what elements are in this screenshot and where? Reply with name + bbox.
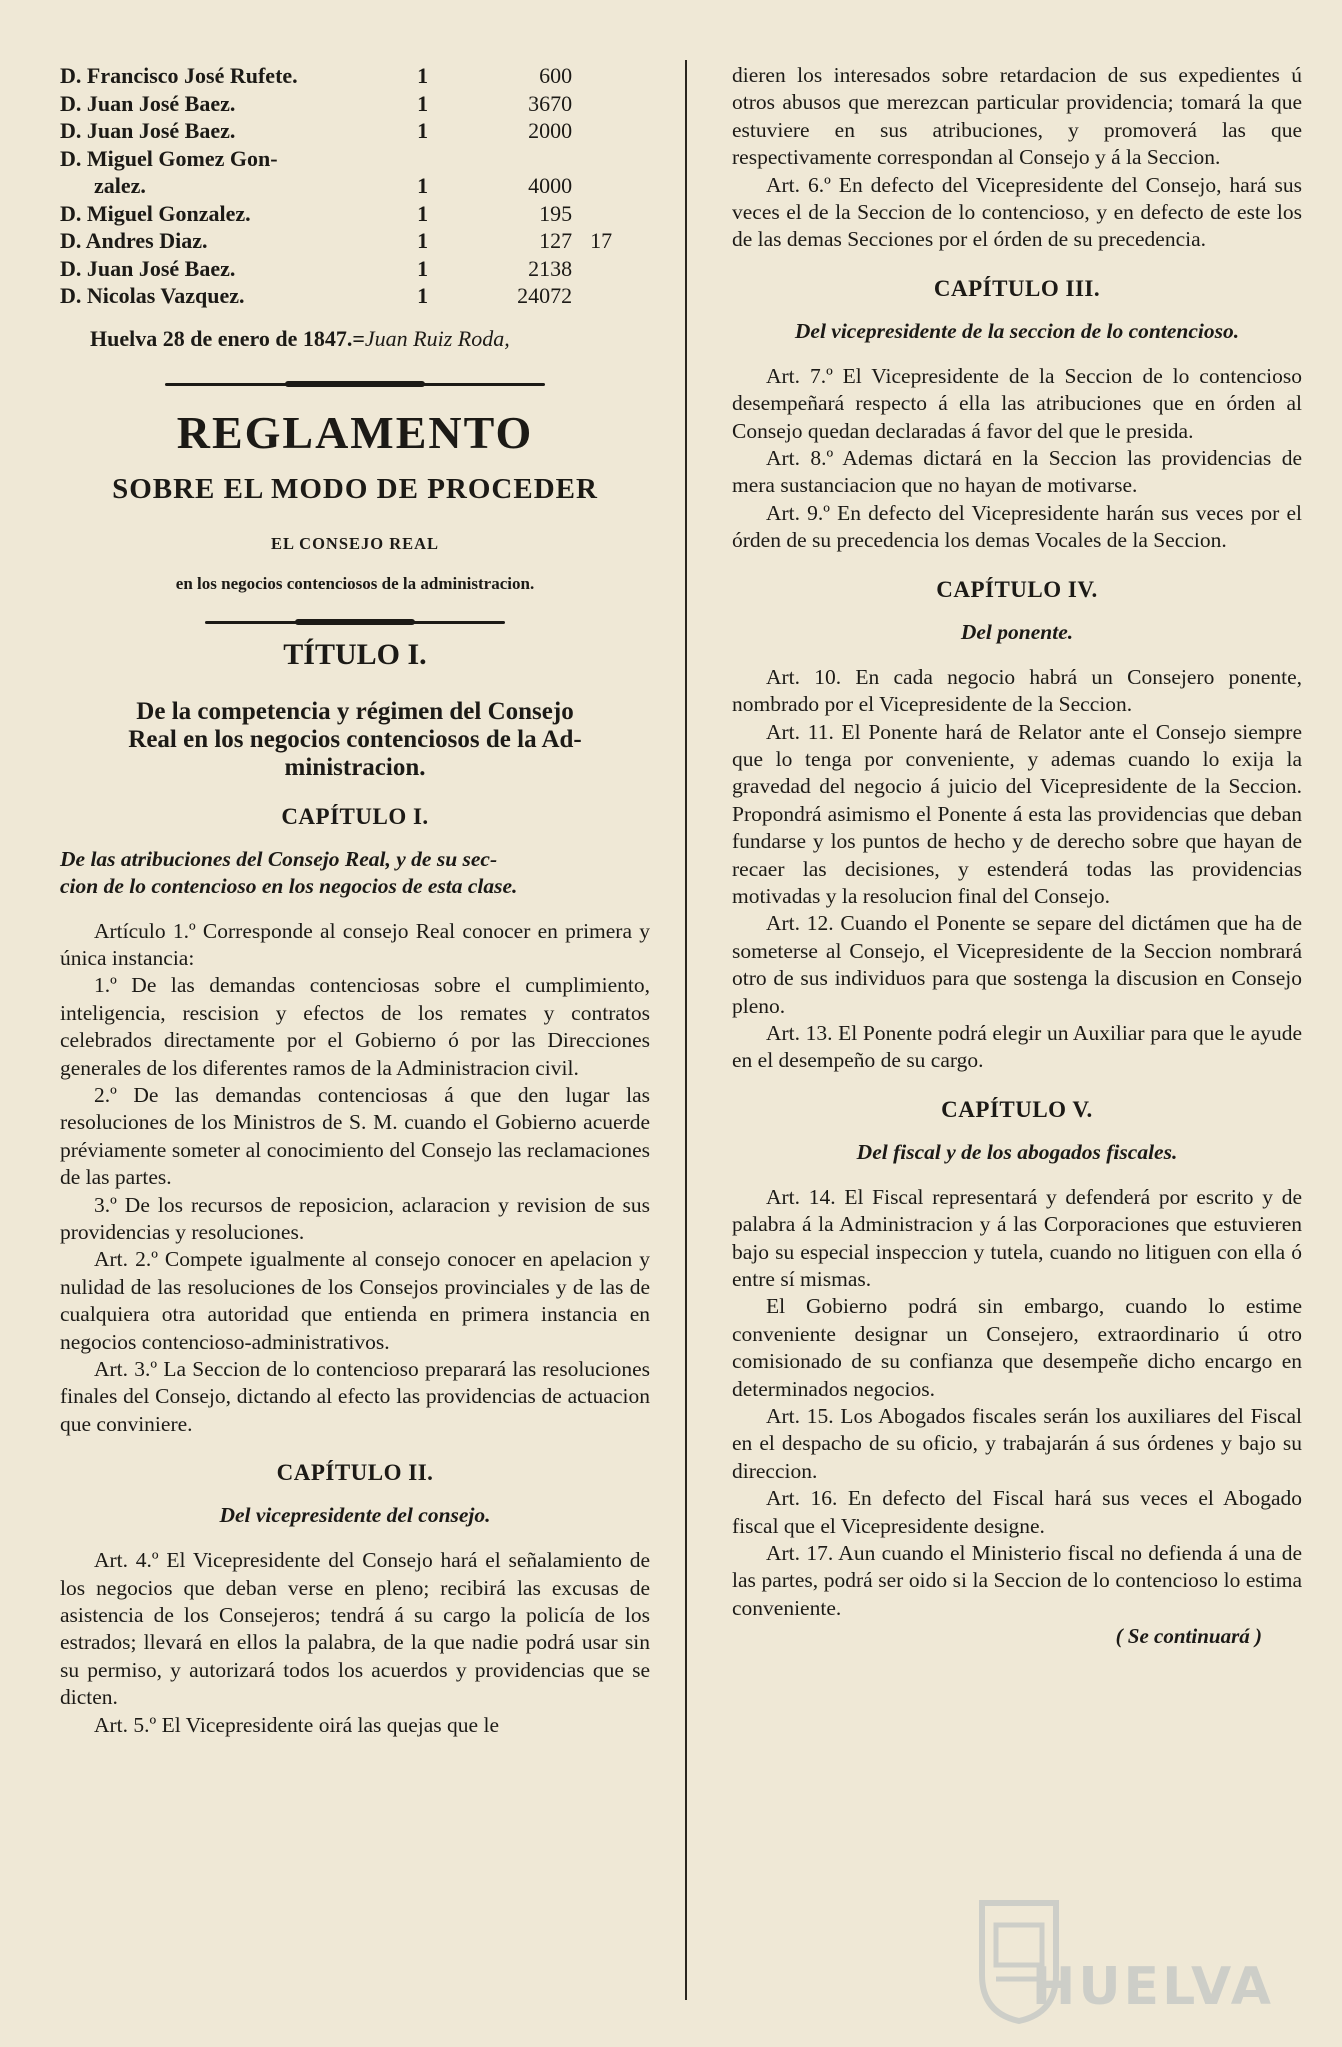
titulo-heading: TÍTULO I. [283, 637, 427, 671]
donor-amount [453, 145, 579, 173]
dateline-place-date: Huelva 28 de enero de 1847.= [90, 325, 365, 351]
continued-text [732, 62, 1302, 254]
donor-name: D. Juan José Baez. [60, 90, 236, 116]
donor-qty: 1 [417, 90, 429, 116]
capitulo-4-body [732, 664, 1302, 1075]
donor-name: D. Andres Diaz. [60, 228, 208, 253]
capitulo-2-heading: CAPÍTULO II. [276, 1460, 434, 1486]
titulo-subtitle-line: ministracion. [284, 753, 426, 781]
ornamental-rule [165, 380, 545, 388]
donor-extra [578, 117, 650, 145]
paragraph: 3.º De los recursos de reposicion, aclaracion y revision de sus providencias y resoluciones. [60, 1192, 650, 1244]
reglamento-line2: en los negocios contenciosos de la administracion. [175, 573, 535, 593]
donor-name: D. Nicolas Vazquez. [60, 283, 245, 308]
capitulo-1-body [60, 918, 650, 1439]
right-column [732, 62, 1302, 1649]
donor-qty: 1 [417, 63, 429, 88]
donor-row [60, 90, 650, 118]
capitulo-4-heading: CAPÍTULO IV. [936, 576, 1098, 602]
donor-name: D. Miguel Gomez Gon- [60, 145, 278, 171]
donor-qty: 1 [417, 283, 429, 308]
donor-name: D. Miguel Gonzalez. [60, 200, 251, 226]
donor-extra [578, 172, 650, 200]
paragraph: Art. 6.º En defecto del Vicepresidente del Consejo, hará sus veces el de la Seccion de lo contencioso, y en defecto de este los de las demas Secciones por el órden de su precedencia. [732, 172, 1302, 252]
paragraph: Art. 10. En cada negocio habrá un Consejero ponente, nombrado por el Vicepresidente de la Seccion. [732, 664, 1302, 717]
donor-amount: 24072 [517, 283, 573, 308]
paragraph: Art. 16. En defecto del Fiscal hará sus veces el Abogado fiscal que el Vicepresidente designe. [732, 1486, 1302, 1538]
paragraph: dieren los interesados sobre retardacion de sus expedientes ú otros abusos que merezcan particular providencia; tomará la que estuviere en sus atribuciones, y promoverá las que respectivamente correspondan al Consejo y á la Seccion. [732, 63, 1302, 170]
donor-row [60, 62, 650, 90]
continuation-note: ( Se continuará ) [1115, 1624, 1262, 1649]
donor-amount: 600 [539, 63, 573, 88]
donor-amount: 2138 [528, 255, 573, 281]
capitulo-2-body [60, 1547, 650, 1739]
donor-name: D. Francisco José Rufete. [60, 63, 298, 88]
donor-qty: 1 [417, 255, 429, 281]
reglamento-title: REGLAMENTO [176, 406, 534, 458]
donor-qty: 1 [417, 173, 429, 198]
dateline [60, 326, 650, 352]
watermark [974, 1885, 1274, 2025]
donor-name: D. Juan José Baez. [60, 255, 236, 281]
paragraph: Art. 15. Los Abogados fiscales serán los auxiliares del Fiscal en el despacho de su oficio, y trabajarán á sus órdenes y bajo su direccion. [732, 1404, 1302, 1483]
donor-amount: 3670 [528, 90, 573, 116]
donor-amount: 195 [539, 200, 573, 226]
donor-extra [578, 200, 650, 228]
donor-amount: 2000 [528, 118, 573, 143]
capitulo-1-subtitle-line: De las atribuciones del Consejo Real, y de su sec- [60, 846, 498, 871]
capitulo-5-heading: CAPÍTULO V. [941, 1096, 1093, 1122]
donor-row [60, 200, 650, 228]
donor-amount: 4000 [528, 173, 573, 198]
paragraph: Art. 14. El Fiscal representará y defenderá por escrito y de palabra á la Administracion y á las Corporaciones que estuvieren bajo su especial inspeccion y tutela, cuando no litiguen con ella ó entre sí mismas. [732, 1184, 1302, 1291]
donor-extra: 17 [590, 228, 613, 253]
donor-extra [578, 145, 650, 173]
capitulo-5-subtitle: Del fiscal y de los abogados fiscales. [856, 1139, 1178, 1164]
titulo-subtitle-line: Real en los negocios contenciosos de la Ad- [128, 725, 582, 753]
watermark-text: HUELVA [1031, 1957, 1274, 2017]
donor-row [60, 227, 650, 255]
paragraph: Art. 7.º El Vicepresidente de la Seccion de lo contencioso desempeñará respecto á ella las atribuciones que en órden al Consejo quedan declaradas á favor del que le presida. [732, 363, 1302, 443]
titulo-subtitle-line: De la competencia y régimen del Consejo [136, 697, 574, 725]
paragraph: Artículo 1.º Corresponde al consejo Real conocer en primera y única instancia: [60, 918, 650, 970]
donor-row [60, 145, 650, 173]
capitulo-5-body [732, 1184, 1302, 1623]
paragraph: Art. 8.º Ademas dictará en la Seccion las providencias de mera sustanciacion que no hayan de motivarse. [732, 446, 1302, 498]
donor-name: D. Juan José Baez. [60, 118, 236, 143]
column-divider [685, 60, 687, 2000]
capitulo-2-subtitle: Del vicepresidente del consejo. [219, 1503, 491, 1528]
capitulo-4-subtitle: Del ponente. [960, 619, 1074, 644]
donor-qty: 1 [417, 200, 429, 226]
ornamental-rule-2 [205, 618, 505, 626]
donor-qty: 1 [417, 118, 429, 143]
capitulo-3-body [732, 363, 1302, 555]
donor-extra [578, 255, 650, 283]
donor-extra [578, 90, 650, 118]
titulo-subtitle [60, 698, 650, 782]
paragraph: Art. 12. Cuando el Ponente se separe del dictámen que ha de someterse al Consejo, el Vicepresidente de la Seccion nombrará otro de sus individuos para que sostenga la discusion en Consejo pleno. [732, 911, 1302, 1018]
capitulo-1-subtitle-line: cion de lo contencioso en los negocios de esta clase. [60, 873, 518, 898]
paragraph: 2.º De las demandas contenciosas á que den lugar las resoluciones de los Ministros de S. M. cuando el Gobierno acuerde préviamente someter al conocimiento del Consejo las reclamaciones de las partes. [60, 1082, 650, 1190]
paragraph: El Gobierno podrá sin embargo, cuando lo estime conveniente designar un Consejero, extraordinario ú otro comisionado de su confianza que desempeñe dicho encargo en determinados negocios. [732, 1294, 1302, 1401]
paragraph: Art. 17. Aun cuando el Ministerio fiscal no defienda á una de las partes, podrá ser oido si la Seccion de lo contencioso lo estima conveniente. [732, 1541, 1302, 1620]
donor-row [60, 255, 650, 283]
donor-qty: 1 [417, 228, 429, 253]
donor-row [60, 282, 650, 310]
donor-table [60, 62, 650, 310]
donor-extra [578, 62, 650, 90]
capitulo-3-heading: CAPÍTULO III. [933, 275, 1101, 301]
paragraph: Art. 9.º En defecto del Vicepresidente harán sus veces por el órden de su precedencia los demas Vocales de la Seccion. [732, 500, 1302, 553]
reglamento-subtitle: SOBRE EL MODO DE PROCEDER [112, 472, 598, 505]
paragraph: 1.º De las demandas contenciosas sobre el cumplimiento, inteligencia, rescision y efectos de los remates y contratos celebrados directamente por el Gobierno ó por las Direcciones generales de los diferentes ramos de la Administracion civil. [60, 973, 650, 1080]
left-column [60, 62, 650, 1739]
donor-extra [578, 282, 650, 310]
capitulo-1-subtitle [60, 846, 650, 900]
capitulo-1-heading: CAPÍTULO I. [281, 803, 429, 829]
donor-row [60, 117, 650, 145]
paragraph: Art. 13. El Ponente podrá elegir un Auxiliar para que le ayude en el desempeño de su cargo. [732, 1020, 1302, 1073]
donor-name: zalez. [94, 173, 146, 198]
paragraph: Art. 5.º El Vicepresidente oirá las quejas que le [94, 1712, 499, 1737]
paragraph: Art. 4.º El Vicepresidente del Consejo hará el señalamiento de los negocios que deban verse en pleno; recibirá las excusas de asistencia de los Consejeros; tendrá á su cargo la policía de los estrados; llevará en ellos la palabra, de la que nadie podrá usar sin su permiso, y autorizará todos los acuerdos y providencias que se dicten. [60, 1548, 650, 1710]
donor-qty [393, 145, 453, 173]
capitulo-3-subtitle: Del vicepresidente de la seccion de lo contencioso. [794, 318, 1240, 343]
paragraph: Art. 11. El Ponente hará de Relator ante el Consejo siempre que lo tenga por conveniente, y ademas cuando lo exija la gravedad del negocio á juicio del Vicepresidente de la Seccion. Propondrá asimismo el Ponente á esta las providencias que deban fundarse y los puntos de hecho y de derecho sobre que hayan de recaer las decisiones, y estenderá todas las providencias motivadas y la resolucion final del Consejo. [732, 719, 1302, 908]
paragraph: Art. 3.º La Seccion de lo contencioso preparará las resoluciones finales del Consejo, dictando al efecto las providencias de actuacion que conviniere. [60, 1357, 650, 1436]
reglamento-line1: EL CONSEJO REAL [270, 533, 440, 553]
donor-row [60, 172, 650, 200]
paragraph: Art. 2.º Compete igualmente al consejo conocer en apelacion y nulidad de las resoluciones de los Consejos provinciales y de las de cualquiera otra autoridad que entienda en primera instancia en negocios contencioso-administrativos. [60, 1247, 650, 1354]
dateline-signature: Juan Ruiz Roda, [364, 325, 510, 351]
donor-amount: 127 [539, 228, 573, 253]
